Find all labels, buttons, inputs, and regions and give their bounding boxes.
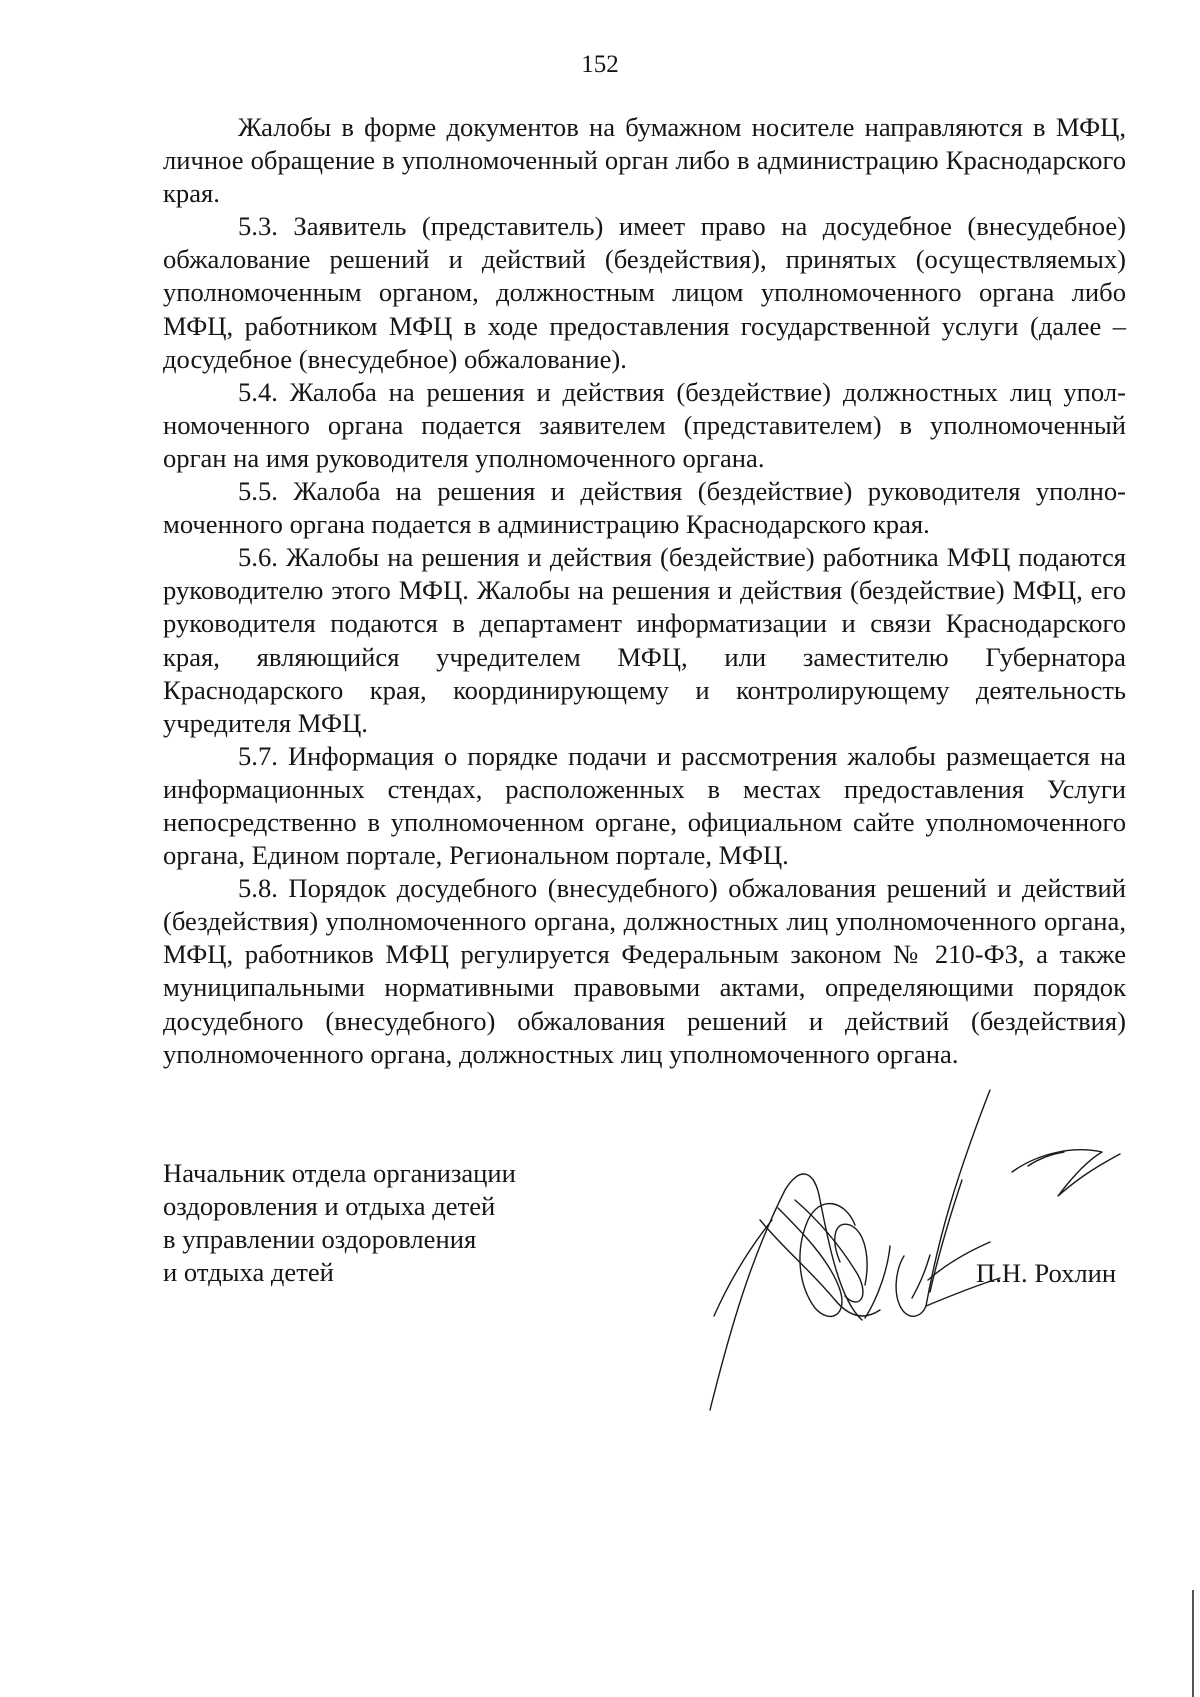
paragraph-5-3: 5.3. Заявитель (представитель) имеет право на досудебное (внесудебное) обжалование решений и действий (бездействия), принятых (осуществляемых) уполномоченным органом, должностным лицом уполномоченного органа либо МФЦ, работником МФЦ в ходе предоставления государственной услуги (далее – досудебное (внесудебное) обжалование). xyxy=(163,211,1126,374)
paragraph-complaint-paper-form: Жалобы в форме документов на бумажном носителе направляются в МФЦ, личное обращение в уполномоченный орган либо в администрацию Краснодарского края. xyxy=(163,112,1126,209)
position-line: Начальник отдела организации xyxy=(163,1158,516,1188)
scan-edge-artifact xyxy=(1192,1590,1194,1697)
position-line: в управлении оздоровления xyxy=(163,1224,477,1255)
page-number: 152 xyxy=(581,51,619,78)
paragraph-5-6: 5.6. Жалобы на решения и действия (бездействие) работника МФЦ подаются руководителю этого МФЦ. Жалобы на решения и действия (бездействие) МФЦ, его руководителя подаются в департамент информатизации и связи Краснодарского края, являющийся учредителем МФЦ, или заместителю Губернатора Краснодарского края, координирующему и контролирующему деятельность учредителя МФЦ. xyxy=(163,542,1126,738)
signer-name: П.Н. Рохлин xyxy=(976,1258,1117,1288)
handwritten-signature xyxy=(690,1070,1170,1430)
signatory-position xyxy=(163,1157,583,1289)
document-body xyxy=(163,111,1126,1071)
paragraph-5-4: 5.4. Жалоба на решения и действия (бездействие) должностных лиц уполномоченного органа подается заявителем (представителем) в уполномоченный орган на имя руководителя уполномоченного органа. xyxy=(163,376,1126,473)
position-line: оздоровления и отдыха детей xyxy=(163,1191,496,1222)
paragraph-5-5: 5.5. Жалоба на решения и действия (бездействие) руководителя уполномоченного органа подается в администрацию Краснодарского края. xyxy=(163,476,1126,540)
paragraph-5-7: 5.7. Информация о порядке подачи и рассмотрения жалобы размещается на информационных стендах, расположенных в местах предоставления Услуги непосредственно в уполномоченном органе, официальном сайте уполномоченного органа, Едином портале, Региональном портале, МФЦ. xyxy=(163,740,1126,871)
position-line: и отдыха детей xyxy=(163,1257,334,1288)
paragraph-5-8: 5.8. Порядок досудебного (внесудебного) обжалования решений и действий (бездействия) уполномоченного органа, должностных лиц уполномоченного органа, МФЦ, работников МФЦ регулируется Федеральным законом № 210-ФЗ, а также муниципальными нормативными правовыми актами, определяющими порядок досудебного (внесудебного) обжалования решений и действий (бездействия) уполномоченного органа, должностных лиц уполномоченного органа. xyxy=(163,873,1126,1069)
